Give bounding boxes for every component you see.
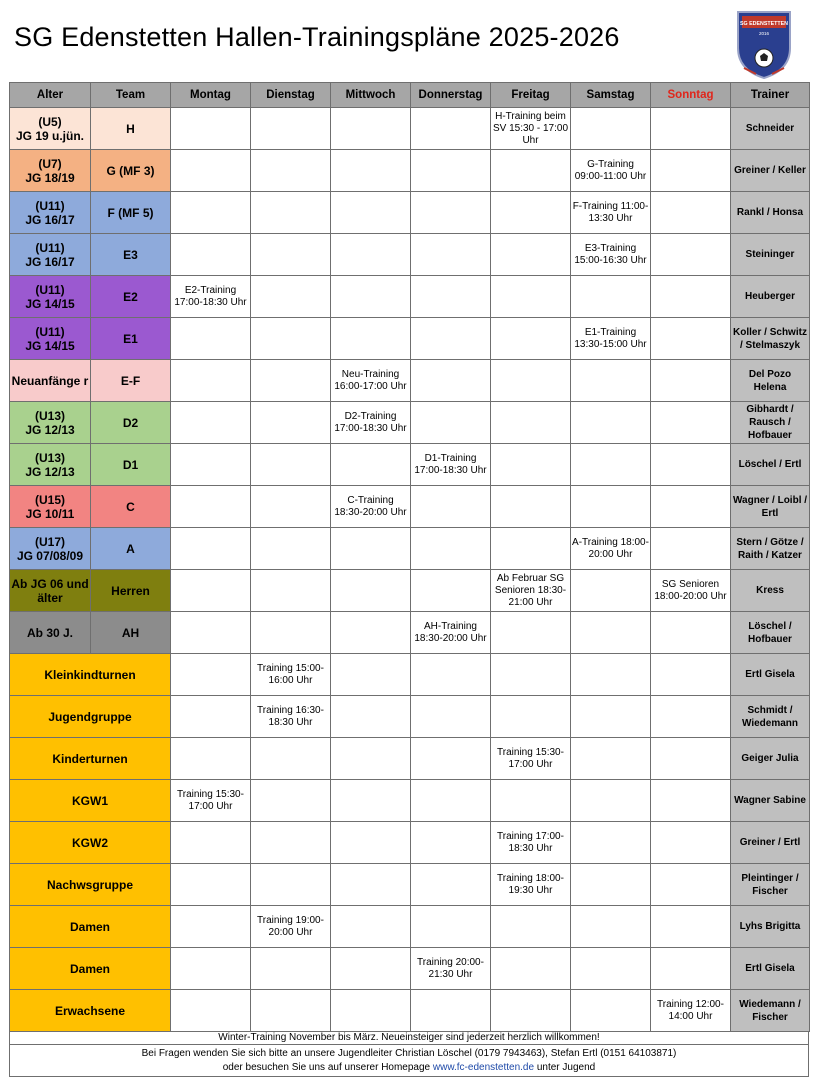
- schedule-cell-sonntag: [651, 486, 731, 528]
- table-row: [10, 612, 810, 654]
- footer-homepage-pre: oder besuchen Sie uns auf unserer Homepage: [222, 1062, 431, 1073]
- group-name: Jugendgruppe: [10, 696, 171, 738]
- column-header-samstag: Samstag: [571, 83, 651, 108]
- trainer-cell: Greiner / Ertl: [731, 822, 810, 864]
- schedule-cell-samstag: E3-Training 15:00-16:30 Uhr: [571, 234, 651, 276]
- schedule-cell-sonntag: [651, 276, 731, 318]
- schedule-cell-samstag: [571, 444, 651, 486]
- schedule-cell-donnerstag: [411, 276, 491, 318]
- team-cell: E2: [91, 276, 171, 318]
- schedule-cell-freitag: [491, 528, 571, 570]
- column-header-sonntag: Sonntag: [651, 83, 731, 108]
- schedule-cell-montag: [171, 654, 251, 696]
- schedule-cell-montag: [171, 528, 251, 570]
- schedule-cell-dienstag: [251, 402, 331, 444]
- team-cell: A: [91, 528, 171, 570]
- schedule-cell-samstag: E1-Training 13:30-15:00 Uhr: [571, 318, 651, 360]
- schedule-cell-dienstag: [251, 486, 331, 528]
- schedule-cell-dienstag: [251, 192, 331, 234]
- table-row: [10, 654, 810, 696]
- table-row: [10, 192, 810, 234]
- team-cell: D1: [91, 444, 171, 486]
- age-cell: (U11) JG 14/15: [10, 276, 91, 318]
- schedule-cell-montag: [171, 402, 251, 444]
- team-cell: E3: [91, 234, 171, 276]
- schedule-cell-freitag: [491, 990, 571, 1032]
- schedule-cell-samstag: [571, 486, 651, 528]
- schedule-cell-freitag: [491, 192, 571, 234]
- trainer-cell: Steininger: [731, 234, 810, 276]
- group-name: KGW1: [10, 780, 171, 822]
- age-cell: (U13) JG 12/13: [10, 444, 91, 486]
- header-row: [10, 83, 810, 108]
- footer-notes: [9, 1031, 809, 1077]
- schedule-cell-donnerstag: [411, 738, 491, 780]
- schedule-cell-montag: [171, 612, 251, 654]
- schedule-cell-samstag: [571, 990, 651, 1032]
- schedule-cell-mittwoch: Neu-Training 16:00-17:00 Uhr: [331, 360, 411, 402]
- column-header-donnerstag: Donnerstag: [411, 83, 491, 108]
- schedule-cell-freitag: Training 18:00-19:30 Uhr: [491, 864, 571, 906]
- schedule-cell-freitag: Training 17:00-18:30 Uhr: [491, 822, 571, 864]
- age-cell: (U17) JG 07/08/09: [10, 528, 91, 570]
- trainer-cell: Gibhardt / Rausch / Hofbauer: [731, 402, 810, 444]
- schedule-cell-samstag: [571, 570, 651, 612]
- age-cell: Ab 30 J.: [10, 612, 91, 654]
- page-title: SG Edenstetten Hallen-Trainingspläne 2025-2026: [14, 22, 620, 52]
- table-row: [10, 318, 810, 360]
- age-cell: (U5) JG 19 u.jün.: [10, 108, 91, 150]
- schedule-cell-sonntag: [651, 234, 731, 276]
- schedule-cell-samstag: A-Training 18:00-20:00 Uhr: [571, 528, 651, 570]
- crest-text-bottom: 2016: [758, 31, 770, 36]
- column-header-trainer: Trainer: [731, 83, 810, 108]
- schedule-cell-sonntag: [651, 360, 731, 402]
- table-row: [10, 738, 810, 780]
- schedule-cell-donnerstag: [411, 570, 491, 612]
- schedule-cell-dienstag: [251, 990, 331, 1032]
- schedule-cell-dienstag: [251, 822, 331, 864]
- schedule-cell-donnerstag: [411, 864, 491, 906]
- schedule-cell-mittwoch: [331, 948, 411, 990]
- schedule-cell-donnerstag: [411, 990, 491, 1032]
- column-header-mittwoch: Mittwoch: [331, 83, 411, 108]
- schedule-cell-donnerstag: [411, 192, 491, 234]
- schedule-cell-freitag: [491, 444, 571, 486]
- trainer-cell: Stern / Götze / Raith / Katzer: [731, 528, 810, 570]
- schedule-cell-mittwoch: [331, 108, 411, 150]
- schedule-cell-montag: [171, 990, 251, 1032]
- schedule-cell-dienstag: Training 15:00-16:00 Uhr: [251, 654, 331, 696]
- schedule-cell-donnerstag: [411, 906, 491, 948]
- trainer-cell: Löschel / Hofbauer: [731, 612, 810, 654]
- schedule-cell-samstag: [571, 822, 651, 864]
- schedule-cell-samstag: [571, 360, 651, 402]
- trainer-cell: Del Pozo Helena: [731, 360, 810, 402]
- trainer-cell: Heuberger: [731, 276, 810, 318]
- age-cell: (U11) JG 14/15: [10, 318, 91, 360]
- age-cell: (U7) JG 18/19: [10, 150, 91, 192]
- schedule-cell-donnerstag: [411, 780, 491, 822]
- schedule-cell-sonntag: [651, 906, 731, 948]
- team-cell: AH: [91, 612, 171, 654]
- schedule-cell-donnerstag: D1-Training 17:00-18:30 Uhr: [411, 444, 491, 486]
- schedule-cell-montag: [171, 948, 251, 990]
- trainer-cell: Rankl / Honsa: [731, 192, 810, 234]
- trainer-cell: Ertl Gisela: [731, 948, 810, 990]
- schedule-cell-dienstag: [251, 444, 331, 486]
- column-header-alter: Alter: [10, 83, 91, 108]
- schedule-cell-dienstag: [251, 318, 331, 360]
- schedule-cell-donnerstag: Training 20:00-21:30 Uhr: [411, 948, 491, 990]
- footer-line-contact: Bei Fragen wenden Sie sich bitte an unsere Jugendleiter Christian Löschel (0179 7943463), Stefan Ertl (0151 64103871): [141, 1048, 677, 1059]
- column-header-montag: Montag: [171, 83, 251, 108]
- schedule-cell-dienstag: [251, 108, 331, 150]
- schedule-cell-freitag: [491, 486, 571, 528]
- schedule-cell-montag: [171, 570, 251, 612]
- schedule-cell-donnerstag: [411, 234, 491, 276]
- schedule-cell-samstag: [571, 780, 651, 822]
- schedule-cell-sonntag: [651, 864, 731, 906]
- schedule-cell-donnerstag: [411, 696, 491, 738]
- schedule-cell-samstag: [571, 654, 651, 696]
- trainer-cell: Greiner / Keller: [731, 150, 810, 192]
- age-cell: (U13) JG 12/13: [10, 402, 91, 444]
- schedule-cell-montag: [171, 822, 251, 864]
- schedule-cell-freitag: [491, 150, 571, 192]
- schedule-cell-mittwoch: [331, 696, 411, 738]
- schedule-cell-sonntag: [651, 612, 731, 654]
- team-cell: Herren: [91, 570, 171, 612]
- schedule-cell-mittwoch: [331, 276, 411, 318]
- schedule-cell-sonntag: SG Senioren 18:00-20:00 Uhr: [651, 570, 731, 612]
- schedule-cell-samstag: [571, 696, 651, 738]
- schedule-cell-mittwoch: [331, 150, 411, 192]
- table-row: [10, 108, 810, 150]
- schedule-cell-sonntag: [651, 192, 731, 234]
- group-name: Nachwsgruppe: [10, 864, 171, 906]
- table-row: [10, 486, 810, 528]
- schedule-cell-donnerstag: [411, 486, 491, 528]
- schedule-cell-montag: [171, 150, 251, 192]
- schedule-cell-dienstag: [251, 570, 331, 612]
- schedule-cell-mittwoch: [331, 612, 411, 654]
- schedule-cell-freitag: [491, 318, 571, 360]
- schedule-cell-montag: E2-Training 17:00-18:30 Uhr: [171, 276, 251, 318]
- schedule-cell-samstag: [571, 864, 651, 906]
- schedule-cell-mittwoch: D2-Training 17:00-18:30 Uhr: [331, 402, 411, 444]
- age-cell: Neuanfänge r: [10, 360, 91, 402]
- trainer-cell: Lyhs Brigitta: [731, 906, 810, 948]
- age-cell: (U11) JG 16/17: [10, 234, 91, 276]
- group-name: Erwachsene: [10, 990, 171, 1032]
- schedule-cell-dienstag: [251, 276, 331, 318]
- column-header-dienstag: Dienstag: [251, 83, 331, 108]
- trainer-cell: Kress: [731, 570, 810, 612]
- footer-line-winter: Winter-Training November bis März. Neueinsteiger sind jederzeit herzlich willkommen!: [10, 1032, 808, 1045]
- schedule-cell-samstag: F-Training 11:00-13:30 Uhr: [571, 192, 651, 234]
- schedule-cell-donnerstag: [411, 822, 491, 864]
- trainer-cell: Koller / Schwitz / Stelmaszyk: [731, 318, 810, 360]
- schedule-cell-mittwoch: [331, 990, 411, 1032]
- trainer-cell: Löschel / Ertl: [731, 444, 810, 486]
- schedule-cell-mittwoch: C-Training 18:30-20:00 Uhr: [331, 486, 411, 528]
- training-plan-table: [9, 82, 810, 1032]
- schedule-cell-donnerstag: [411, 150, 491, 192]
- schedule-cell-dienstag: Training 16:30-18:30 Uhr: [251, 696, 331, 738]
- schedule-cell-freitag: [491, 906, 571, 948]
- schedule-cell-freitag: H-Training beim SV 15:30 - 17:00 Uhr: [491, 108, 571, 150]
- schedule-cell-mittwoch: [331, 318, 411, 360]
- schedule-cell-samstag: [571, 948, 651, 990]
- schedule-cell-montag: [171, 864, 251, 906]
- schedule-cell-donnerstag: AH-Training 18:30-20:00 Uhr: [411, 612, 491, 654]
- schedule-cell-freitag: [491, 234, 571, 276]
- team-cell: C: [91, 486, 171, 528]
- table-row: [10, 276, 810, 318]
- table-row: [10, 780, 810, 822]
- table-row: [10, 990, 810, 1032]
- footer-contact: [10, 1045, 808, 1076]
- schedule-cell-montag: [171, 192, 251, 234]
- schedule-cell-sonntag: [651, 780, 731, 822]
- schedule-cell-montag: [171, 444, 251, 486]
- schedule-cell-samstag: [571, 612, 651, 654]
- schedule-cell-dienstag: [251, 150, 331, 192]
- table-row: [10, 864, 810, 906]
- schedule-cell-montag: [171, 360, 251, 402]
- column-header-freitag: Freitag: [491, 83, 571, 108]
- schedule-cell-dienstag: [251, 864, 331, 906]
- schedule-cell-mittwoch: [331, 864, 411, 906]
- trainer-cell: Geiger Julia: [731, 738, 810, 780]
- club-crest-logo: [734, 8, 794, 80]
- schedule-cell-mittwoch: [331, 738, 411, 780]
- schedule-cell-freitag: [491, 696, 571, 738]
- schedule-cell-montag: [171, 696, 251, 738]
- trainer-cell: Pleintinger / Fischer: [731, 864, 810, 906]
- schedule-cell-dienstag: [251, 738, 331, 780]
- schedule-cell-freitag: [491, 780, 571, 822]
- schedule-cell-mittwoch: [331, 444, 411, 486]
- schedule-cell-sonntag: [651, 528, 731, 570]
- schedule-cell-mittwoch: [331, 528, 411, 570]
- footer-line-homepage: [10, 1061, 808, 1075]
- schedule-cell-donnerstag: [411, 402, 491, 444]
- schedule-cell-samstag: G-Training 09:00-11:00 Uhr: [571, 150, 651, 192]
- table-row: [10, 696, 810, 738]
- trainer-cell: Ertl Gisela: [731, 654, 810, 696]
- schedule-cell-sonntag: [651, 654, 731, 696]
- age-cell: Ab JG 06 und älter: [10, 570, 91, 612]
- schedule-cell-sonntag: [651, 738, 731, 780]
- schedule-cell-sonntag: [651, 696, 731, 738]
- table-row: [10, 570, 810, 612]
- schedule-cell-montag: [171, 486, 251, 528]
- team-cell: E-F: [91, 360, 171, 402]
- schedule-cell-freitag: [491, 402, 571, 444]
- schedule-cell-mittwoch: [331, 654, 411, 696]
- schedule-cell-dienstag: Training 19:00-20:00 Uhr: [251, 906, 331, 948]
- schedule-cell-sonntag: [651, 948, 731, 990]
- footer-homepage-post: unter Jugend: [536, 1062, 596, 1073]
- schedule-cell-sonntag: [651, 444, 731, 486]
- schedule-cell-montag: [171, 738, 251, 780]
- schedule-cell-dienstag: [251, 948, 331, 990]
- schedule-cell-montag: Training 15:30-17:00 Uhr: [171, 780, 251, 822]
- table-row: [10, 948, 810, 990]
- group-name: Kinderturnen: [10, 738, 171, 780]
- schedule-cell-donnerstag: [411, 528, 491, 570]
- table-row: [10, 402, 810, 444]
- trainer-cell: Schneider: [731, 108, 810, 150]
- group-name: Kleinkindturnen: [10, 654, 171, 696]
- schedule-cell-sonntag: [651, 318, 731, 360]
- schedule-cell-donnerstag: [411, 654, 491, 696]
- crest-text-top: SG EDENSTETTEN: [740, 21, 788, 27]
- schedule-cell-sonntag: [651, 822, 731, 864]
- schedule-cell-mittwoch: [331, 780, 411, 822]
- schedule-cell-freitag: [491, 360, 571, 402]
- schedule-cell-mittwoch: [331, 906, 411, 948]
- homepage-link[interactable]: www.fc-edenstetten.de: [432, 1062, 535, 1073]
- age-cell: (U15) JG 10/11: [10, 486, 91, 528]
- schedule-cell-sonntag: [651, 108, 731, 150]
- trainer-cell: Wagner / Loibl / Ertl: [731, 486, 810, 528]
- team-cell: D2: [91, 402, 171, 444]
- schedule-cell-samstag: [571, 108, 651, 150]
- schedule-cell-montag: [171, 234, 251, 276]
- group-name: Damen: [10, 906, 171, 948]
- trainer-cell: Schmidt / Wiedemann: [731, 696, 810, 738]
- schedule-cell-freitag: [491, 654, 571, 696]
- schedule-cell-montag: [171, 108, 251, 150]
- schedule-cell-mittwoch: [331, 822, 411, 864]
- schedule-cell-dienstag: [251, 528, 331, 570]
- team-cell: E1: [91, 318, 171, 360]
- schedule-cell-dienstag: [251, 360, 331, 402]
- table-row: [10, 906, 810, 948]
- schedule-cell-freitag: [491, 276, 571, 318]
- schedule-cell-samstag: [571, 276, 651, 318]
- table-row: [10, 822, 810, 864]
- table-row: [10, 234, 810, 276]
- schedule-cell-sonntag: [651, 150, 731, 192]
- schedule-cell-montag: [171, 906, 251, 948]
- schedule-cell-montag: [171, 318, 251, 360]
- table-row: [10, 150, 810, 192]
- table-row: [10, 528, 810, 570]
- schedule-cell-mittwoch: [331, 234, 411, 276]
- schedule-cell-samstag: [571, 906, 651, 948]
- schedule-cell-freitag: Training 15:30-17:00 Uhr: [491, 738, 571, 780]
- schedule-cell-dienstag: [251, 234, 331, 276]
- schedule-cell-freitag: [491, 948, 571, 990]
- schedule-cell-dienstag: [251, 612, 331, 654]
- group-name: Damen: [10, 948, 171, 990]
- table-row: [10, 444, 810, 486]
- group-name: KGW2: [10, 822, 171, 864]
- schedule-cell-freitag: [491, 612, 571, 654]
- schedule-cell-freitag: Ab Februar SG Senioren 18:30-21:00 Uhr: [491, 570, 571, 612]
- team-cell: H: [91, 108, 171, 150]
- team-cell: F (MF 5): [91, 192, 171, 234]
- trainer-cell: Wagner Sabine: [731, 780, 810, 822]
- team-cell: G (MF 3): [91, 150, 171, 192]
- trainer-cell: Wiedemann / Fischer: [731, 990, 810, 1032]
- schedule-cell-samstag: [571, 738, 651, 780]
- schedule-cell-sonntag: Training 12:00-14:00 Uhr: [651, 990, 731, 1032]
- schedule-cell-dienstag: [251, 780, 331, 822]
- schedule-cell-sonntag: [651, 402, 731, 444]
- age-cell: (U11) JG 16/17: [10, 192, 91, 234]
- schedule-cell-mittwoch: [331, 570, 411, 612]
- schedule-cell-donnerstag: [411, 360, 491, 402]
- column-header-team: Team: [91, 83, 171, 108]
- schedule-cell-donnerstag: [411, 318, 491, 360]
- table-row: [10, 360, 810, 402]
- schedule-cell-mittwoch: [331, 192, 411, 234]
- schedule-cell-donnerstag: [411, 108, 491, 150]
- schedule-cell-samstag: [571, 402, 651, 444]
